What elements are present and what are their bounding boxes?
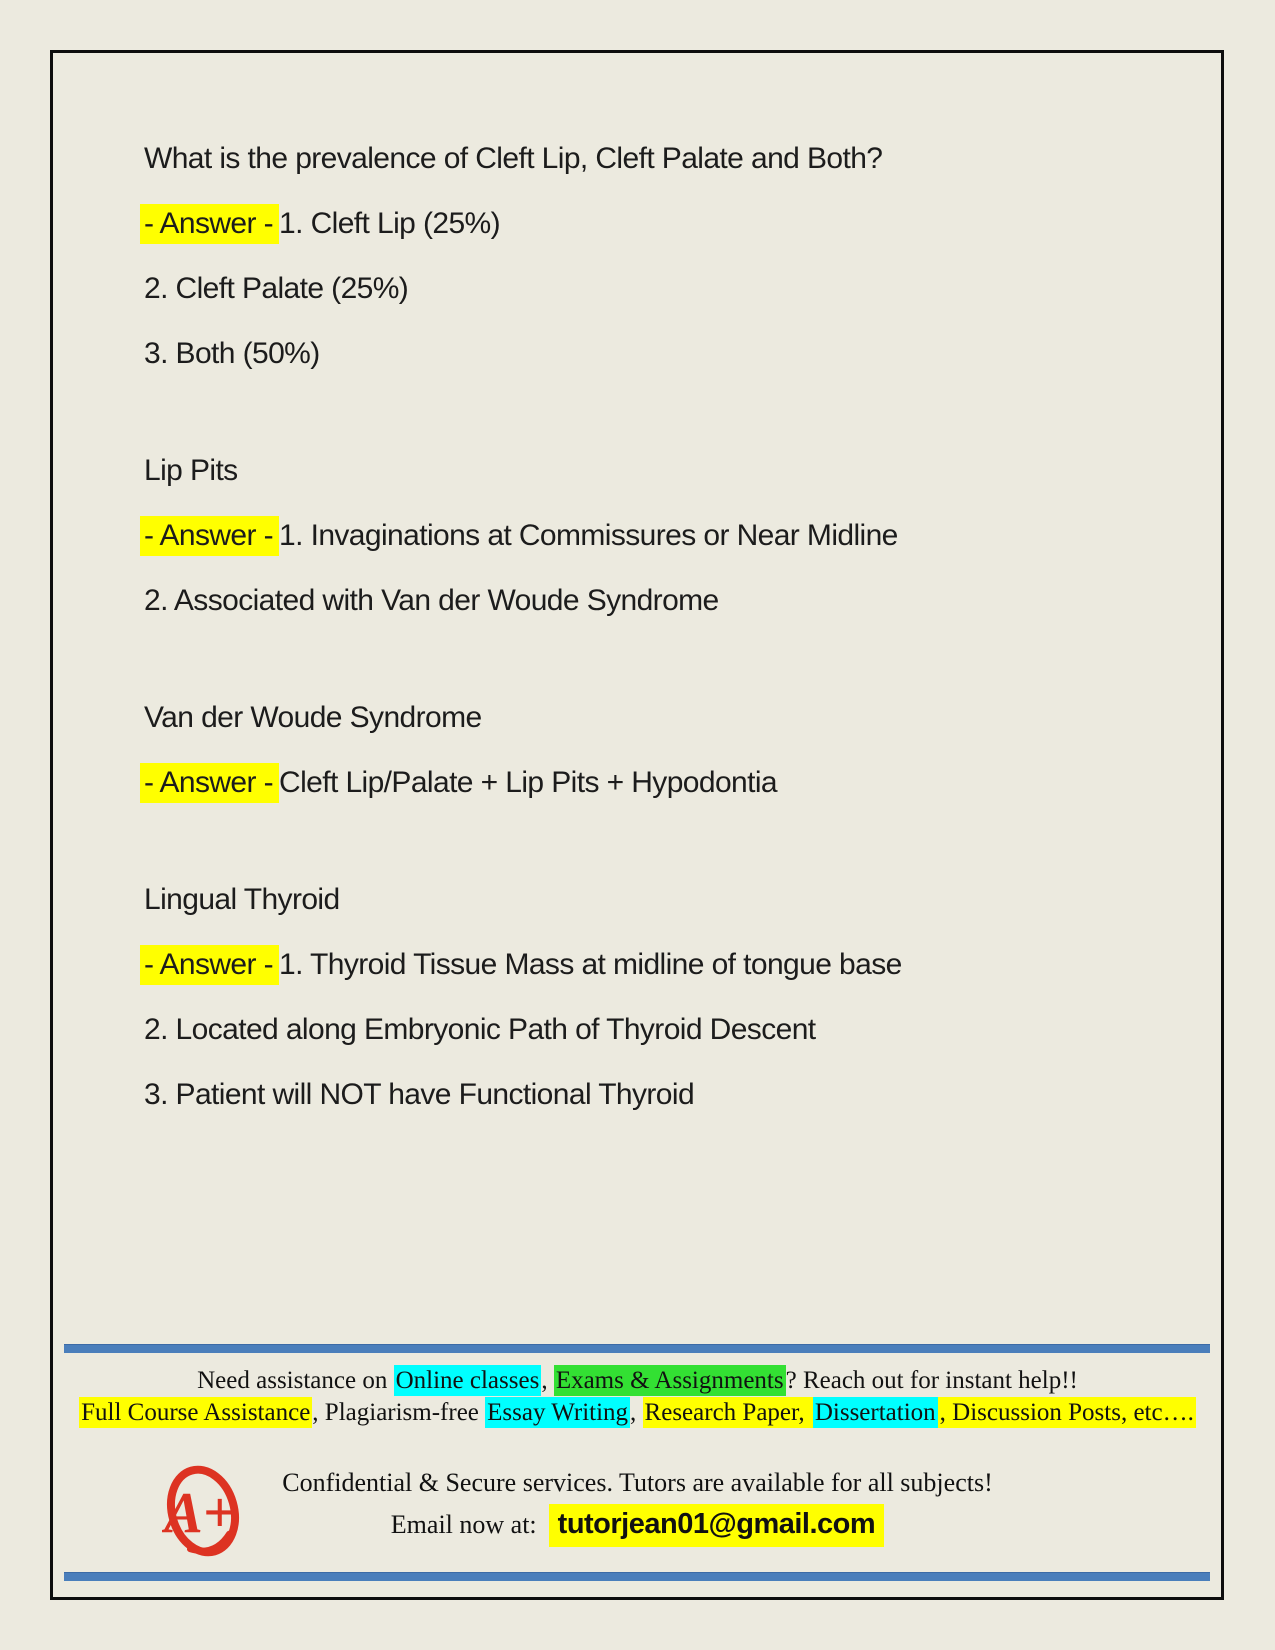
footer-services-list-line xyxy=(0,1397,1275,1428)
question-text: Lip Pits xyxy=(144,454,238,487)
answer-line xyxy=(144,949,1144,981)
footer-help-line xyxy=(0,1365,1275,1396)
answer-extra-line: 2. Cleft Palate (25%) xyxy=(144,272,409,305)
question-text: Van der Woude Syndrome xyxy=(144,701,482,734)
highlight-essay-writing: Essay Writing xyxy=(487,1399,629,1426)
answer-text: 1. Cleft Lip (25%) xyxy=(279,207,500,240)
email-address: tutorjean01@gmail.com xyxy=(549,1504,885,1547)
answer-extra-line: 3. Both (50%) xyxy=(144,337,320,370)
highlight-research-paper: Research Paper, xyxy=(644,1399,811,1426)
footer-text-segment: , xyxy=(541,1367,554,1394)
highlight-full-course-assistance: Full Course Assistance xyxy=(81,1399,311,1426)
answer-line xyxy=(144,520,1144,552)
footer-email-line xyxy=(0,1504,1275,1547)
answer-label-highlight: - Answer - xyxy=(140,204,279,244)
answer-text: 1. Thyroid Tissue Mass at midline of tongue base xyxy=(279,948,902,981)
email-label: Email now at: xyxy=(390,1510,537,1539)
answer-extra-line: 2. Associated with Van der Woude Syndrome xyxy=(144,584,719,617)
highlight-discussion-posts: , Discussion Posts, etc…. xyxy=(939,1399,1194,1426)
answer-label-highlight: - Answer - xyxy=(140,516,279,556)
footer-divider-bottom xyxy=(64,1572,1210,1581)
answer-line xyxy=(144,208,1144,240)
answer-text: Cleft Lip/Palate + Lip Pits + Hypodontia xyxy=(279,766,778,799)
highlight-online-classes: Online classes xyxy=(395,1367,540,1394)
aplus-logo-text: A+ xyxy=(164,1480,236,1545)
footer-text-segment: ? Reach out for instant help!! xyxy=(785,1367,1078,1394)
footer-divider-top xyxy=(64,1344,1210,1353)
footer-text-segment: Need assistance on xyxy=(197,1367,394,1394)
answer-text: 1. Invaginations at Commissures or Near Midline xyxy=(279,519,898,552)
highlight-exams-assignments: Exams & Assignments xyxy=(555,1367,784,1394)
qa-section-van-der-woude xyxy=(144,702,1144,799)
answer-extra-line: 3. Patient will NOT have Functional Thyroid xyxy=(144,1078,695,1111)
qa-content xyxy=(144,143,1144,1196)
footer-text-segment: , xyxy=(630,1399,643,1426)
question-text: Lingual Thyroid xyxy=(144,883,340,916)
qa-section-cleft-prevalence xyxy=(144,143,1144,370)
qa-section-lip-pits xyxy=(144,455,1144,617)
question-text: What is the prevalence of Cleft Lip, Cleft Palate and Both? xyxy=(144,142,883,175)
answer-line xyxy=(144,767,1144,799)
qa-section-lingual-thyroid xyxy=(144,884,1144,1111)
footer-confidential-text: Confidential & Secure services. Tutors are available for all subjects! xyxy=(282,1468,993,1497)
answer-label-highlight: - Answer - xyxy=(140,945,279,985)
answer-label-highlight: - Answer - xyxy=(140,763,279,803)
footer-text-segment: , Plagiarism-free xyxy=(312,1399,486,1426)
answer-extra-line: 2. Located along Embryonic Path of Thyroid Descent xyxy=(144,1013,816,1046)
highlight-dissertation: Dissertation xyxy=(814,1399,936,1426)
